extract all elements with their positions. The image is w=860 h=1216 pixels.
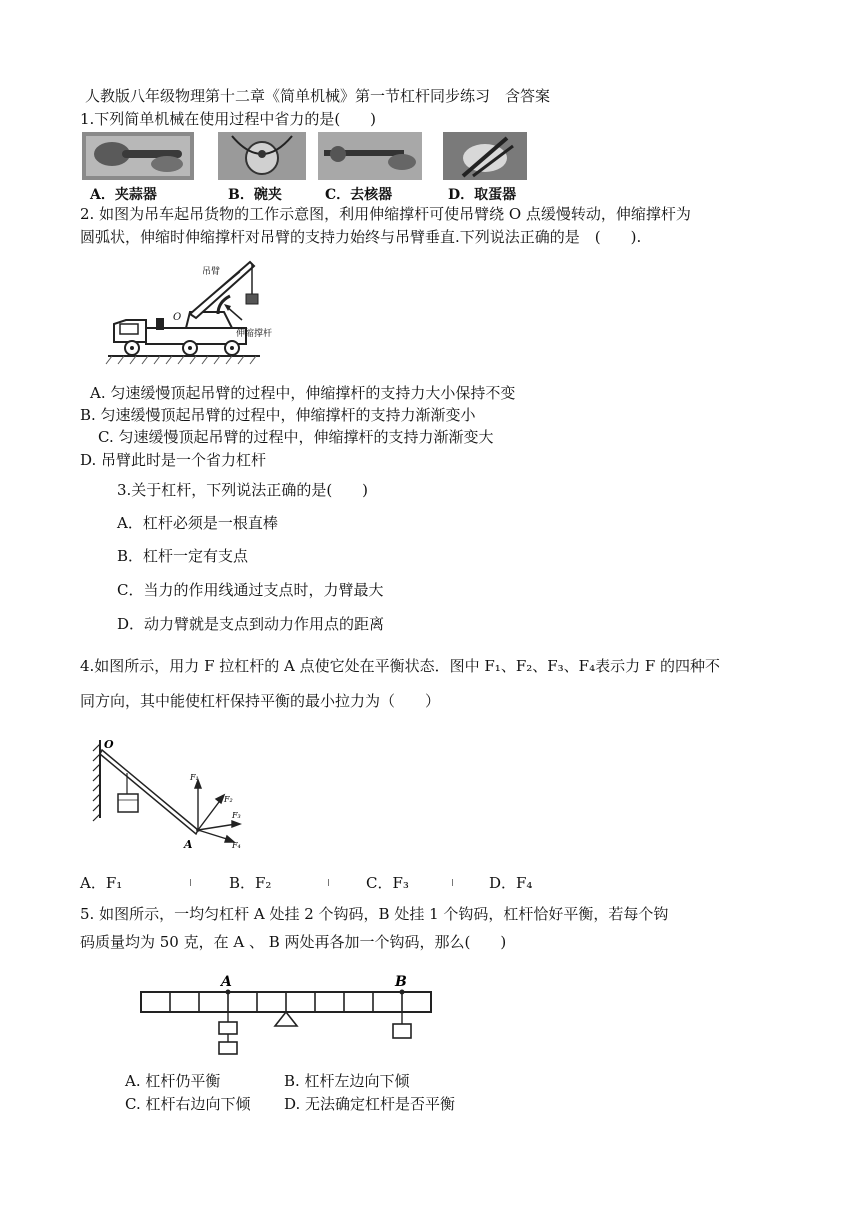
q2-crane-figure xyxy=(100,258,280,368)
q3-option-d: D．动力臂就是支点到动力作用点的距离 xyxy=(117,615,385,633)
q1-photo-egg-tongs xyxy=(443,132,527,180)
q4-option-d: D．F₄ xyxy=(489,874,533,892)
q1-caption-b: B．碗夹 xyxy=(228,187,282,203)
q4-option-a: A．F₁ xyxy=(80,874,123,892)
q1-caption-c: C．去核器 xyxy=(325,187,393,203)
q4-label-f1: F₁ xyxy=(190,773,199,782)
q3-option-a: A．杠杆必须是一根直棒 xyxy=(117,514,278,532)
q4-label-f2: F₂ xyxy=(224,795,233,804)
q4-label-o: O xyxy=(104,738,114,751)
q2-label-rod: 伸缩撑杆 xyxy=(236,329,273,339)
q4-stem-line1: 4.如图所示，用力 F 拉杠杆的 A 点使它处在平衡状态．图中 F₁、F₂、F₃、F₄表示力 F 的四种不 xyxy=(80,657,721,675)
q1-photo-pit-remover xyxy=(318,132,422,180)
q3-option-c: C．当力的作用线通过支点时，力臂最大 xyxy=(117,581,384,599)
q4-option-c: C．F₃ xyxy=(366,874,409,892)
q1-photo-garlic-press xyxy=(82,132,194,180)
q3-stem: 3.关于杠杆，下列说法正确的是( ) xyxy=(117,481,369,499)
q2-label-pivot: O xyxy=(173,312,182,323)
q1-caption-d: D．取蛋器 xyxy=(448,187,517,203)
q1-stem: 1.下列简单机械在使用过程中省力的是( ) xyxy=(80,110,377,128)
q4-label-f4: F₄ xyxy=(232,841,241,850)
q4-label-f3: F₃ xyxy=(232,811,241,820)
divider-mark xyxy=(328,879,329,886)
q5-option-b: B. 杠杆左边向下倾 xyxy=(284,1072,410,1090)
q2-option-c: C. 匀速缓慢顶起吊臂的过程中，伸缩撑杆的支持力渐渐变大 xyxy=(98,428,494,446)
q5-stem-line2: 码质量均为 50 克，在 A 、 B 两处再各加一个钩码，那么( ) xyxy=(80,933,507,951)
q2-label-arm: 吊臂 xyxy=(202,267,221,277)
q4-stem-line2: 同方向，其中能使杠杆保持平衡的最小拉力为（ ） xyxy=(80,692,441,710)
q2-stem-line1: 2. 如图为吊车起吊货物的工作示意图，利用伸缩撑杆可使吊臂绕 O 点缓慢转动，伸缩撑杆为 xyxy=(80,205,691,223)
q5-option-c: C. 杠杆右边向下倾 xyxy=(125,1095,251,1113)
divider-mark xyxy=(190,879,191,886)
q4-option-b: B．F₂ xyxy=(229,874,272,892)
q2-stem-line2: 圆弧状，伸缩时伸缩撑杆对吊臂的支持力始终与吊臂垂直.下列说法正确的是 ( ). xyxy=(80,228,642,246)
q5-stem-line1: 5. 如图所示，一均匀杠杆 A 处挂 2 个钩码，B 处挂 1 个钩码，杠杆恰好平衡，若每个钩 xyxy=(80,905,669,923)
q5-option-d: D. 无法确定杠杆是否平衡 xyxy=(284,1095,456,1113)
q1-caption-a: A．夹蒜器 xyxy=(90,187,157,203)
q5-label-a: A xyxy=(221,974,232,990)
q1-photo-bowl-clip xyxy=(218,132,306,180)
q5-label-b: B xyxy=(395,974,407,990)
page-title: 人教版八年级物理第十二章《简单机械》第一节杠杆同步练习 含答案 xyxy=(85,87,551,105)
q2-option-d: D. 吊臂此时是一个省力杠杆 xyxy=(80,451,267,469)
q3-option-b: B．杠杆一定有支点 xyxy=(117,547,249,565)
q5-option-a: A. 杠杆仍平衡 xyxy=(125,1072,221,1090)
q5-balance-figure xyxy=(135,972,440,1060)
q2-option-a: A. 匀速缓慢顶起吊臂的过程中，伸缩撑杆的支持力大小保持不变 xyxy=(90,384,516,402)
divider-mark xyxy=(452,879,453,886)
q2-option-b: B. 匀速缓慢顶起吊臂的过程中，伸缩撑杆的支持力渐渐变小 xyxy=(80,406,476,424)
q4-label-a: A xyxy=(184,838,193,851)
q4-lever-figure xyxy=(90,736,260,856)
